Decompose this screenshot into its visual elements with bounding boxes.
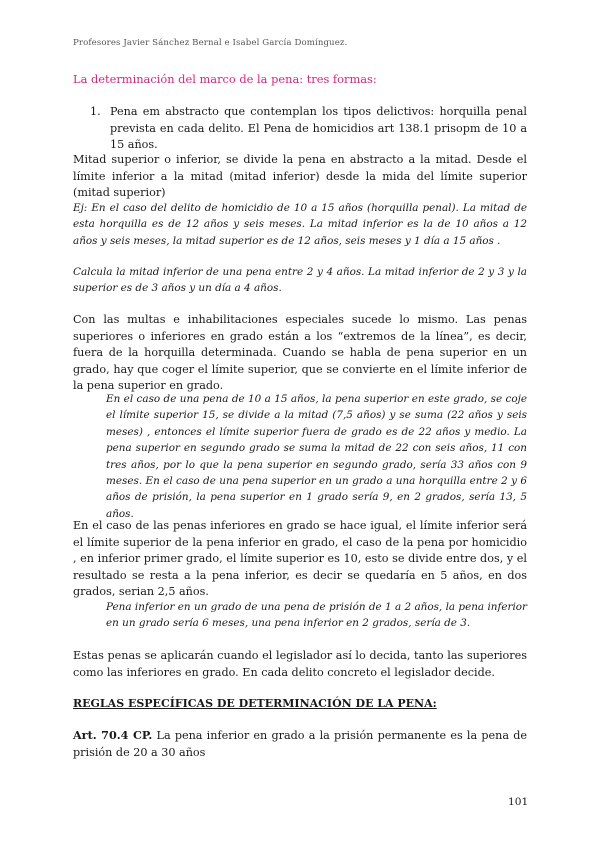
numbered-list [90, 104, 527, 154]
paragraph-mitad: Mitad superior o inferior, se divide la pena en abstracto a la mitad. Desde el límite inferior a la mitad (mitad inferior) desde la mida del límite superior (mitad superior) [73, 153, 527, 200]
example-calcula: Calcula la mitad inferior de una pena entre 2 y 4 años. La mitad inferior de 2 y 3 y la superior es de 3 años y un día a 4 años. [73, 266, 527, 295]
paragraph-multas: Con las multas e inhabilitaciones especiales sucede lo mismo. Las penas superiores o inferiores en grado están a los “extremos de la línea”, es decir, fuera de la horquilla determinada. Cuando se habla de pena superior en un grado, hay que coger el límite superior, que se convierte en el límite inferior de la pena superior en grado. [73, 313, 527, 393]
list-item [90, 104, 527, 154]
page-header: Profesores Javier Sánchez Bernal e Isabel García Domínguez. [73, 38, 348, 48]
paragraph-legislador: Estas penas se aplicarán cuando el legislador así lo decida, tanto las superiores como las inferiores en grado. En cada delito concreto el legislador decide. [73, 649, 527, 679]
article-text: La pena inferior en grado a la prisión permanente es la pena de prisión de 20 a 30 años [73, 729, 527, 759]
list-item-number: 1. [90, 105, 101, 118]
list-item-text: Pena em abstracto que contemplan los tipos delictivos: horquilla penal prevista en cada delito. El Pena de homicidios art 138.1 prisopm de 10 a 15 años. [110, 105, 527, 152]
rules-heading: REGLAS ESPECÍFICAS DE DETERMINACIÓN DE LA PENA: [73, 697, 437, 710]
page-number: 101 [508, 796, 529, 808]
paragraph-penas-inferiores: En el caso de las penas inferiores en grado se hace igual, el límite inferior será el límite superior de la pena inferior en grado, el caso de la pena por homicidio , en inferior primer grado, el límite superior es 10, esto se divide entre dos, y el resultado se resta a la pena inferior, es decir se quedaría en 5 años, en dos grados, serian 2,5 años. [73, 519, 527, 599]
example-pena-inferior: Pena inferior en un grado de una pena de prisión de 1 a 2 años, la pena inferior en un grado sería 6 meses, una pena inferior en 2 grados, sería de 3. [106, 601, 527, 630]
article-paragraph [73, 727, 527, 761]
example-homicidio: Ej: En el caso del delito de homicidio de 10 a 15 años (horquilla penal). La mitad de esta horquilla es de 12 años y seis meses. La mitad inferior es la de 10 años a 12 años y seis meses, la mitad superior es de 12 años, seis meses y 1 día a 15 años . [73, 202, 527, 247]
section-title: La determinación del marco de la pena: tres formas: [73, 72, 377, 86]
example-pena-superior: En el caso de una pena de 10 a 15 años, la pena superior en este grado, se coje el límite superior 15, se divide a la mitad (7,5 años) y se suma (22 años y seis meses) , entonces el límite superior fuera de grado es de 22 años y medio. La pena superior en segundo grado se suma la mitad de 22 con seis años, 11 con tres años, por lo que la pena superior en segundo grado, sería 33 años con 9 meses. En el caso de una pena superior en un grado a una horquilla entre 2 y 6 años de prisión, la pena superior en 1 grado sería 9, en 2 grados, sería 13, 5 años. [106, 393, 527, 520]
article-label: Art. 70.4 CP. [73, 728, 153, 742]
